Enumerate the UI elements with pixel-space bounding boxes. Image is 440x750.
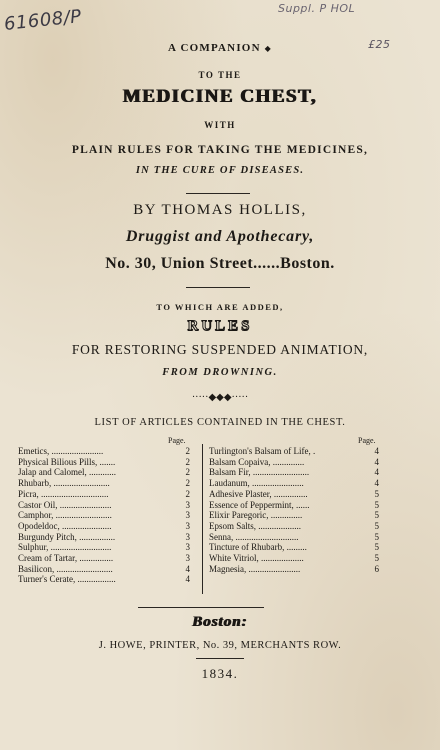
handwritten-number: £25 xyxy=(368,38,391,51)
toc-entry xyxy=(18,500,190,511)
toc-entry xyxy=(18,532,190,543)
toc-entry xyxy=(18,542,190,553)
imprint-city: Boston: xyxy=(192,614,248,630)
ornament: ·····◆◆◆····· xyxy=(191,392,249,403)
rule-4 xyxy=(196,658,244,659)
toc-entry-name: Jalap and Calomel, ............ xyxy=(18,467,116,478)
toc-entry-name: Laudanum, ....................... xyxy=(209,478,304,489)
toc-entry-page: 6 xyxy=(374,563,379,574)
toc-entry-name: Turner's Cerate, ................. xyxy=(18,574,116,585)
toc-entry xyxy=(209,467,379,478)
toc-entry-name: White Vitriol, ................... xyxy=(209,553,304,564)
toc-entry-page: 5 xyxy=(374,542,379,553)
toc-entry-page: 4 xyxy=(374,467,379,478)
toc-entry xyxy=(209,553,379,564)
toc-entry-page: 2 xyxy=(185,478,190,489)
title-with: WITH xyxy=(204,120,236,130)
toc-entry-page: 4 xyxy=(185,563,190,574)
toc-entry xyxy=(209,478,379,489)
author-profession: Druggist and Apothecary, xyxy=(125,228,315,245)
handwritten-note: Suppl. P HOL xyxy=(278,2,356,15)
toc-entry xyxy=(18,467,190,478)
toc-entry-name: Essence of Peppermint, ...... xyxy=(209,499,310,510)
rule-2 xyxy=(186,287,250,288)
toc-entry-page: 5 xyxy=(374,488,379,499)
toc-entry xyxy=(18,457,190,468)
toc-entry xyxy=(18,564,190,575)
toc-entry-page: 2 xyxy=(185,446,190,456)
toc-entry-name: Opodeldoc, ...................... xyxy=(18,520,112,531)
toc-entry-page: 4 xyxy=(185,574,190,585)
toc-entry xyxy=(18,574,190,585)
rule-3 xyxy=(138,607,264,608)
toc-entry-name: Epsom Salts, ................... xyxy=(209,520,302,531)
toc-heading: LIST OF ARTICLES CONTAINED IN THE CHEST. xyxy=(94,417,346,428)
toc-entry-page: 4 xyxy=(374,446,379,456)
rule-1 xyxy=(186,193,250,194)
toc-entry-page: 2 xyxy=(185,488,190,499)
toc-entry-name: Castor Oil, ....................... xyxy=(18,499,112,510)
toc-entry-page: 3 xyxy=(185,510,190,521)
toc-entry-name: Tincture of Rhubarb, ......... xyxy=(209,542,307,553)
toc-right-page-label: Page. xyxy=(358,436,376,445)
title-line-2: TO THE xyxy=(198,70,242,80)
added-drowning: FROM DROWNING. xyxy=(162,367,278,378)
toc-entry-name: Magnesia, ....................... xyxy=(209,563,301,574)
toc-entry-name: Physical Bilious Pills, ....... xyxy=(18,456,116,467)
imprint-printer: J. HOWE, PRINTER, No. 39, MERCHANTS ROW. xyxy=(98,640,342,651)
toc-entry xyxy=(18,510,190,521)
toc-entry-page: 3 xyxy=(185,531,190,542)
toc-entry-name: Balsam Copaiva, .............. xyxy=(209,456,305,467)
toc-entry-page: 4 xyxy=(374,456,379,467)
toc-entry-name: Emetics, ....................... xyxy=(18,446,104,456)
toc-entry-page: 2 xyxy=(185,467,190,478)
toc-entry xyxy=(209,542,379,553)
toc-entry xyxy=(209,564,379,575)
toc-entry-name: Rhubarb, ......................... xyxy=(18,478,110,489)
toc-entry-name: Senna, ............................ xyxy=(209,531,299,542)
toc-entry xyxy=(209,532,379,543)
toc-entry xyxy=(18,521,190,532)
imprint-year: 1834. xyxy=(201,666,239,681)
toc-column-divider xyxy=(202,444,203,594)
toc-entry-page: 5 xyxy=(374,553,379,564)
toc-entry xyxy=(18,489,190,500)
subtitle-line-2: IN THE CURE OF DISEASES. xyxy=(135,165,305,176)
toc-entry-page: 4 xyxy=(374,478,379,489)
handwritten-shelfmark: 61608/P xyxy=(3,5,83,36)
toc-entry xyxy=(209,446,379,457)
toc-entry-page: 5 xyxy=(374,520,379,531)
toc-entry-page: 3 xyxy=(185,553,190,564)
toc-right-column xyxy=(209,446,379,574)
toc-entry-page: 5 xyxy=(374,531,379,542)
toc-entry-name: Adhesive Plaster, ............... xyxy=(209,488,308,499)
toc-entry xyxy=(209,510,379,521)
toc-entry-page: 5 xyxy=(374,510,379,521)
toc-entry-name: Elixir Paregoric, .............. xyxy=(209,510,303,521)
toc-entry-name: Burgundy Pitch, ................ xyxy=(18,531,116,542)
title-main: MEDICINE CHEST, xyxy=(122,86,318,107)
toc-entry-name: Balsam Fir, ......................... xyxy=(209,467,310,478)
toc-left-page-label: Page. xyxy=(168,436,186,445)
toc-entry xyxy=(18,553,190,564)
toc-entry xyxy=(209,489,379,500)
subtitle-line-1: PLAIN RULES FOR TAKING THE MEDICINES, xyxy=(71,144,369,156)
toc-entry-name: Sulphur, ........................... xyxy=(18,542,112,553)
toc-entry-name: Cream of Tartar, ............... xyxy=(18,553,114,564)
title-line-1: A COMPANION ◆ xyxy=(167,42,273,54)
toc-entry-name: Picra, .............................. xyxy=(18,488,109,499)
toc-left-column xyxy=(18,446,190,585)
author: BY THOMAS HOLLIS, xyxy=(133,202,307,218)
author-address: No. 30, Union Street......Boston. xyxy=(105,255,335,272)
toc-entry-page: 3 xyxy=(185,520,190,531)
added-line: TO WHICH ARE ADDED, xyxy=(156,302,284,312)
toc-entry xyxy=(18,478,190,489)
toc-entry xyxy=(209,500,379,511)
toc-entry-name: Camphor, ......................... xyxy=(18,510,112,521)
toc-entry xyxy=(209,521,379,532)
toc-entry-page: 3 xyxy=(185,499,190,510)
added-rules-heading: RULES xyxy=(187,318,253,334)
toc-entry-page: 3 xyxy=(185,542,190,553)
toc-entry xyxy=(209,457,379,468)
toc-entry-name: Turlington's Balsam of Life, . xyxy=(209,446,316,456)
bullet-mark: ◆ xyxy=(264,44,273,53)
toc-entry xyxy=(18,446,190,457)
toc-entry-page: 2 xyxy=(185,456,190,467)
toc-entry-name: Basilicon, ......................... xyxy=(18,563,113,574)
added-purpose: FOR RESTORING SUSPENDED ANIMATION, xyxy=(71,342,369,357)
toc-entry-page: 5 xyxy=(374,499,379,510)
